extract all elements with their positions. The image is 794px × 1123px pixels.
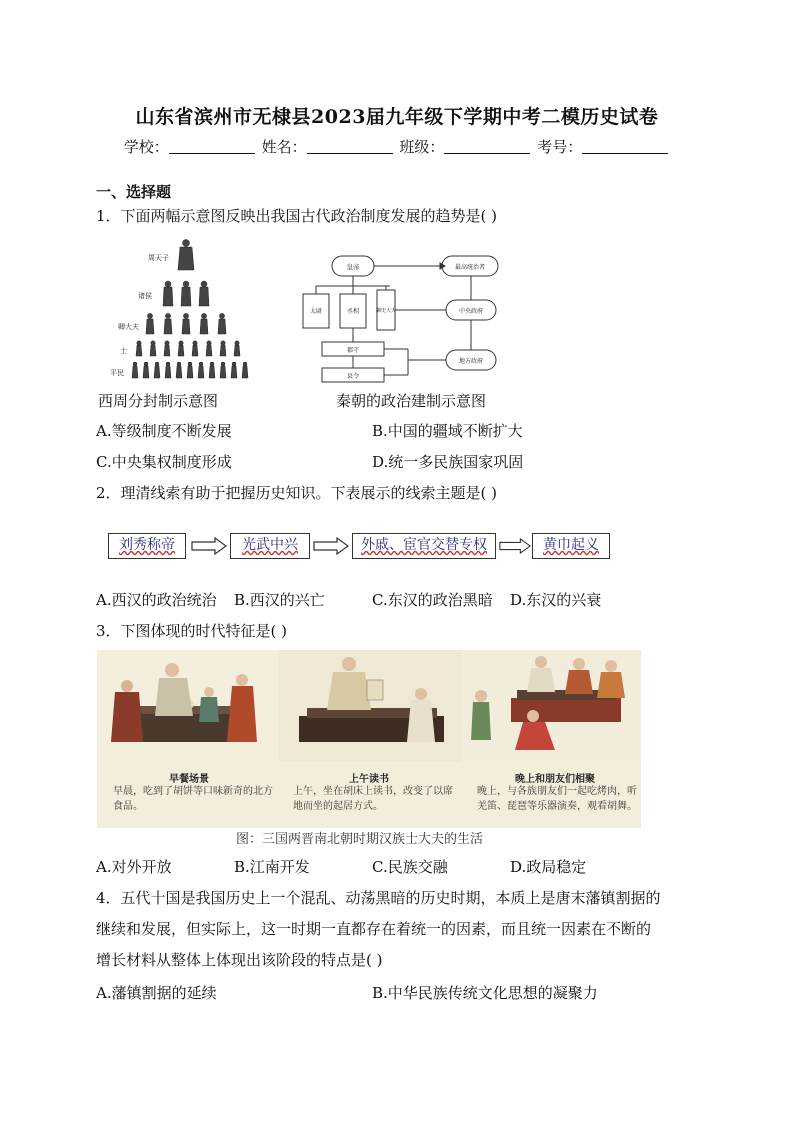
scene-2-heading: 上午读书 — [349, 774, 389, 785]
chain-step-2: 光武中兴 — [230, 533, 310, 559]
q1-option-c[interactable]: C.中央集权制度形成 — [96, 453, 232, 471]
page-title: 山东省滨州市无棣县2023届九年级下学期中考二模历史试卷 — [135, 106, 659, 128]
label-shi: 士 — [120, 347, 127, 355]
label-zhuhou: 诸侯 — [138, 292, 152, 300]
caption-qin-diagram: 秦朝的政治建制示意图 — [336, 392, 487, 410]
school-blank[interactable] — [169, 139, 255, 154]
class-label: 班级： — [399, 138, 445, 156]
scene-1-text: 早晨，吃到了胡饼等口味新奇的北方食品。 — [113, 786, 273, 812]
class-blank[interactable] — [444, 139, 530, 154]
label-xianling: 县令 — [346, 373, 360, 380]
label-pingmin: 平民 — [110, 369, 124, 377]
label-qingdafu: 卿大夫 — [118, 323, 139, 331]
label-taiwei: 太尉 — [309, 308, 323, 315]
scene-2-text: 上午，坐在胡床上读书，改变了以席地而坐的起居方式。 — [293, 786, 453, 812]
exam-no-label: 考号： — [537, 138, 583, 156]
scene-reading-image — [279, 650, 461, 762]
caption-zhou-diagram: 西周分封制示意图 — [98, 392, 219, 410]
figures-zhuhou — [163, 281, 209, 306]
school-label: 学校： — [123, 138, 169, 156]
q1-option-d[interactable]: D.统一多民族国家巩固 — [372, 453, 524, 471]
label-zhou-tianzi: 周天子 — [148, 254, 169, 262]
exam-no-blank[interactable] — [582, 139, 668, 154]
section-heading: 一、选择题 — [96, 183, 172, 201]
label-local-gov: 地方政府 — [458, 358, 484, 365]
q4-option-a[interactable]: A.藩镇割据的延续 — [96, 984, 217, 1002]
figures-qingdafu — [146, 313, 226, 334]
arrow-icon — [191, 537, 227, 555]
qin-political-diagram — [300, 250, 505, 385]
chain-step-3: 外戚、宦官交替专权 — [352, 533, 496, 559]
q3-option-b[interactable]: B.江南开发 — [234, 858, 310, 876]
q2-option-b[interactable]: B.西汉的兴亡 — [234, 591, 325, 609]
figures-shi — [136, 341, 240, 356]
label-central-gov: 中央政府 — [458, 308, 484, 315]
figure-king — [178, 240, 194, 271]
question-3-stem: 3．下图体现的时代特征是( ) — [96, 622, 288, 640]
chain-step-1: 刘秀称帝 — [108, 533, 186, 559]
figures-pingmin — [132, 362, 248, 378]
q1-option-b[interactable]: B.中国的疆域不断扩大 — [372, 422, 523, 440]
q3-figure-caption: 图：三国两晋南北朝时期汉族士大夫的生活 — [236, 832, 484, 847]
scene-breakfast-image — [97, 650, 279, 762]
arrow-icon — [499, 537, 531, 555]
label-emperor: 皇帝 — [346, 263, 360, 271]
label-chengxiang: 丞相 — [346, 308, 360, 315]
arrow-icon — [313, 537, 349, 555]
question-4-line-3: 增长材料从整体上体现出该阶段的特点是( ) — [96, 951, 383, 969]
q4-option-b[interactable]: B.中华民族传统文化思想的凝聚力 — [372, 984, 598, 1002]
q2-option-c[interactable]: C.东汉的政治黑暗 — [372, 591, 493, 609]
label-supreme-ruler: 最高统治者 — [454, 264, 486, 271]
zhou-fengjian-pyramid — [108, 236, 258, 384]
q3-option-d[interactable]: D.政局稳定 — [510, 858, 587, 876]
label-junshou: 郡守 — [346, 347, 360, 354]
scene-1-heading: 早餐场景 — [169, 774, 209, 785]
student-info-line — [0, 136, 794, 157]
scene-3-heading: 晚上和朋友们相聚 — [515, 774, 595, 785]
q1-option-a[interactable]: A.等级制度不断发展 — [96, 422, 232, 440]
question-4-line-2: 继续和发展，但实际上，这一时期一直都存在着统一的因素，而且统一因素在不断的 — [96, 920, 652, 938]
q3-option-a[interactable]: A.对外开放 — [96, 858, 172, 876]
chain-step-4: 黄巾起义 — [532, 533, 610, 559]
q2-option-d[interactable]: D.东汉的兴衰 — [510, 591, 602, 609]
question-1-stem: 1．下面两幅示意图反映出我国古代政治制度发展的趋势是( ) — [96, 207, 498, 225]
q2-option-a[interactable]: A.西汉的政治统治 — [96, 591, 217, 609]
label-yushi-dafu: 御史大夫 — [375, 308, 397, 314]
question-2-stem: 2．理清线索有助于把握历史知识。下表展示的线索主题是( ) — [96, 484, 498, 502]
q3-option-c[interactable]: C.民族交融 — [372, 858, 448, 876]
name-blank[interactable] — [307, 139, 393, 154]
name-label: 姓名： — [261, 138, 307, 156]
question-4-line-1: 4．五代十国是我国历史上一个混乱、动荡黑暗的历史时期，本质上是唐末藩镇割据的 — [96, 889, 661, 907]
q3-illustration — [97, 650, 641, 828]
scene-gathering-image — [461, 650, 641, 762]
scene-3-text: 晚上，与各族朋友们一起吃烤肉，听羌笛、琵琶等乐器演奏，观看胡舞。 — [477, 786, 637, 812]
